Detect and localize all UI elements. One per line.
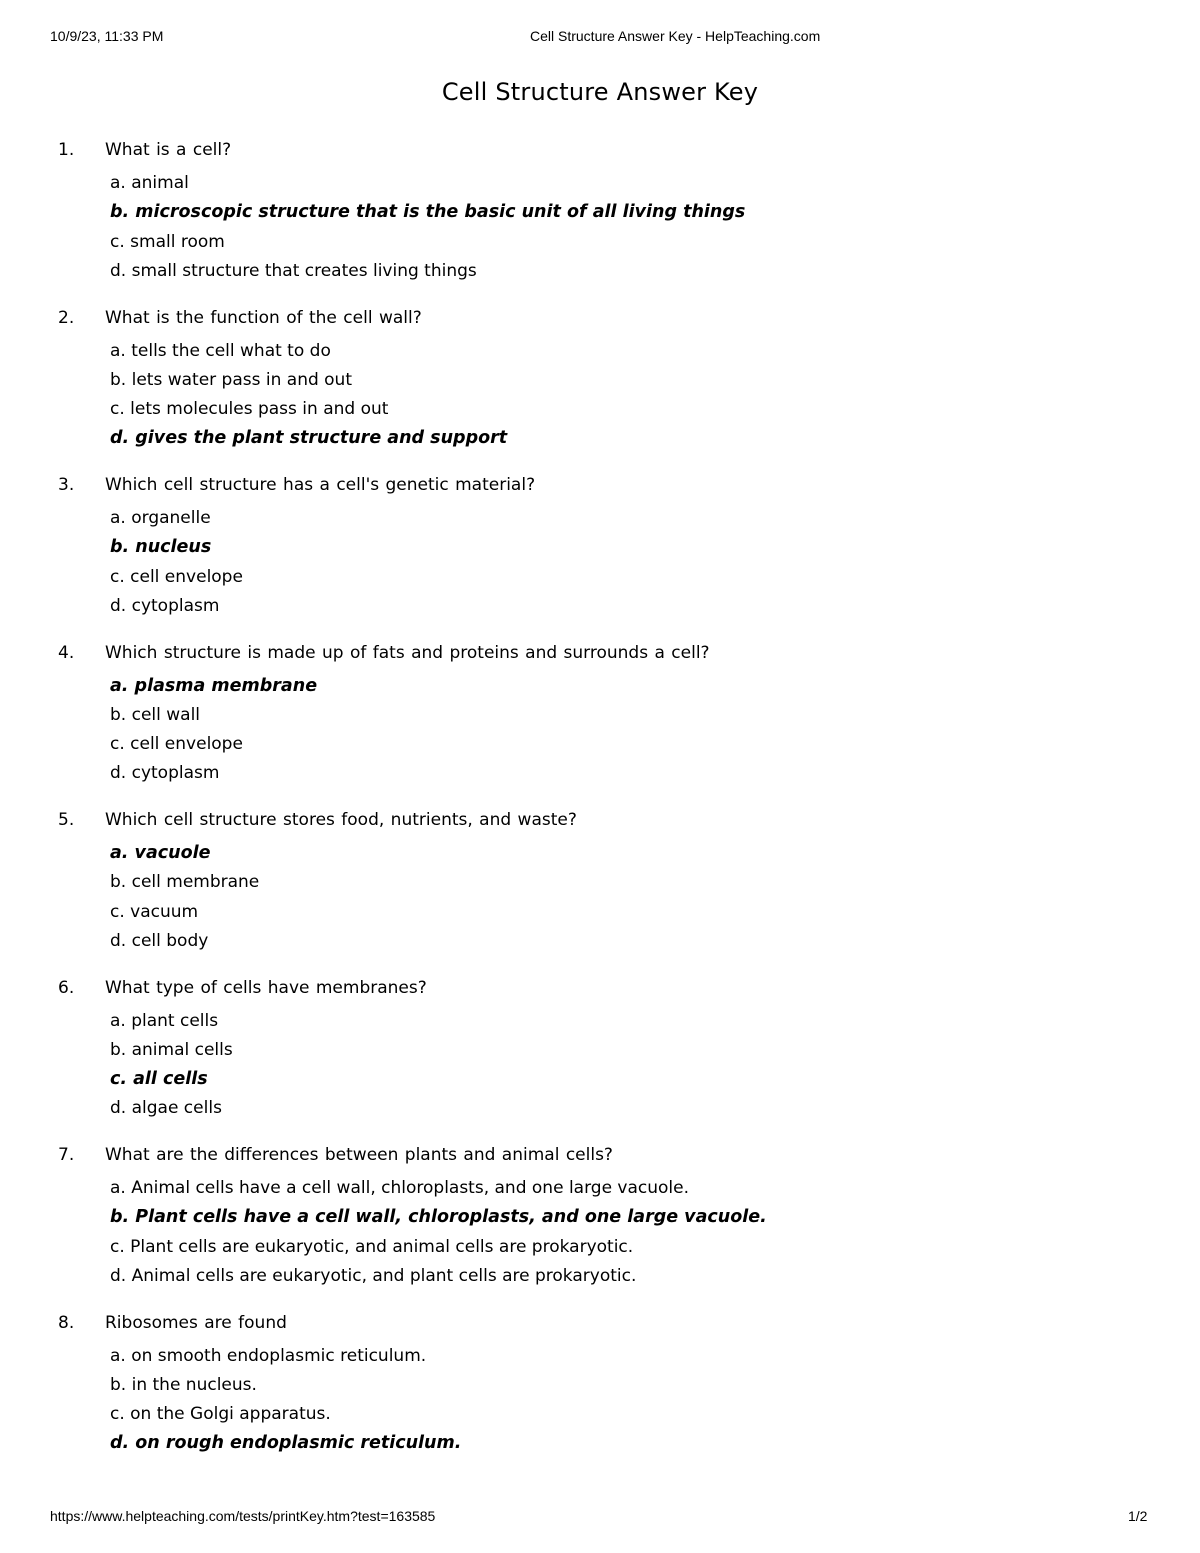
answer-options [110, 1176, 767, 1293]
answer-options [110, 841, 259, 958]
answer-option: c. on the Golgi apparatus. [110, 1404, 331, 1425]
question-item [0, 808, 1200, 976]
question-number: 2. [58, 307, 75, 328]
correct-answer-option: b. Plant cells have a cell wall, chloroplasts, and one large vacuole. [110, 1207, 767, 1228]
answer-option: d. algae cells [110, 1098, 222, 1119]
print-footer [0, 1508, 1200, 1528]
question-text: What type of cells have membranes? [105, 977, 427, 998]
question-text: Which cell structure has a cell's genetic material? [105, 475, 536, 495]
answer-option: b. lets water pass in and out [110, 369, 353, 390]
answer-options [110, 506, 243, 623]
answer-option: b. in the nucleus. [110, 1374, 257, 1395]
print-doc-title: Cell Structure Answer Key - HelpTeaching.com [530, 28, 821, 44]
answer-option: a. on smooth endoplasmic reticulum. [110, 1345, 427, 1366]
answer-option: d. Animal cells are eukaryotic, and plant cells are prokaryotic. [110, 1265, 637, 1286]
answer-options [110, 171, 745, 288]
answer-option: a. tells the cell what to do [110, 340, 331, 361]
answer-option: d. cell body [110, 930, 209, 951]
answer-option: a. animal [110, 173, 189, 193]
page-title: Cell Structure Answer Key [441, 78, 759, 106]
print-header [0, 28, 1200, 48]
question-item [0, 306, 1200, 474]
correct-answer-option: c. all cells [110, 1069, 208, 1090]
answer-option: c. vacuum [110, 901, 199, 922]
question-number: 1. [58, 140, 75, 160]
question-number: 7. [58, 1145, 75, 1165]
answer-option: b. animal cells [110, 1039, 233, 1060]
answer-option: c. small room [110, 231, 225, 252]
question-list [0, 138, 1200, 1478]
correct-answer-option: b. microscopic structure that is the basic unit of all living things [110, 202, 746, 223]
question-text: Which structure is made up of fats and proteins and surrounds a cell? [105, 642, 710, 663]
question-item [0, 641, 1200, 809]
correct-answer-option: d. gives the plant structure and support [110, 428, 508, 449]
print-datetime: 10/9/23, 11:33 PM [50, 28, 164, 44]
answer-options [110, 1009, 233, 1126]
answer-option: c. cell envelope [110, 734, 243, 755]
question-item [0, 976, 1200, 1144]
correct-answer-option: a. plasma membrane [110, 675, 318, 696]
answer-option: b. cell wall [110, 704, 201, 725]
answer-option: c. lets molecules pass in and out [110, 399, 389, 420]
answer-option: d. small structure that creates living things [110, 260, 477, 281]
answer-option: a. organelle [110, 508, 211, 528]
answer-options [110, 674, 317, 791]
question-text: What is the function of the cell wall? [105, 307, 422, 328]
question-number: 5. [58, 810, 75, 830]
question-text: What are the differences between plants and animal cells? [105, 1145, 613, 1165]
answer-option: b. cell membrane [110, 872, 260, 893]
correct-answer-option: b. nucleus [110, 537, 212, 558]
question-item [0, 138, 1200, 306]
correct-answer-option: d. on rough endoplasmic reticulum. [110, 1433, 462, 1454]
answer-option: a. plant cells [110, 1010, 219, 1031]
answer-options [110, 1344, 461, 1461]
answer-option: c. cell envelope [110, 566, 243, 587]
question-text: Which cell structure stores food, nutrients, and waste? [105, 810, 577, 830]
question-item [0, 473, 1200, 641]
question-number: 8. [58, 1312, 75, 1333]
print-url: https://www.helpteaching.com/tests/printKey.htm?test=163585 [50, 1508, 436, 1524]
question-item [0, 1143, 1200, 1311]
answer-option: a. Animal cells have a cell wall, chloroplasts, and one large vacuole. [110, 1178, 690, 1198]
answer-option: d. cytoplasm [110, 595, 220, 616]
question-text: Ribosomes are found [105, 1312, 287, 1333]
answer-options [110, 339, 507, 456]
question-number: 4. [58, 642, 75, 663]
question-number: 6. [58, 977, 75, 998]
question-number: 3. [58, 475, 75, 495]
question-item [0, 1311, 1200, 1479]
answer-option: d. cytoplasm [110, 763, 220, 784]
question-text: What is a cell? [105, 140, 232, 160]
correct-answer-option: a. vacuole [110, 843, 211, 863]
answer-option: c. Plant cells are eukaryotic, and animal cells are prokaryotic. [110, 1236, 634, 1257]
page-number: 1/2 [1128, 1508, 1148, 1524]
